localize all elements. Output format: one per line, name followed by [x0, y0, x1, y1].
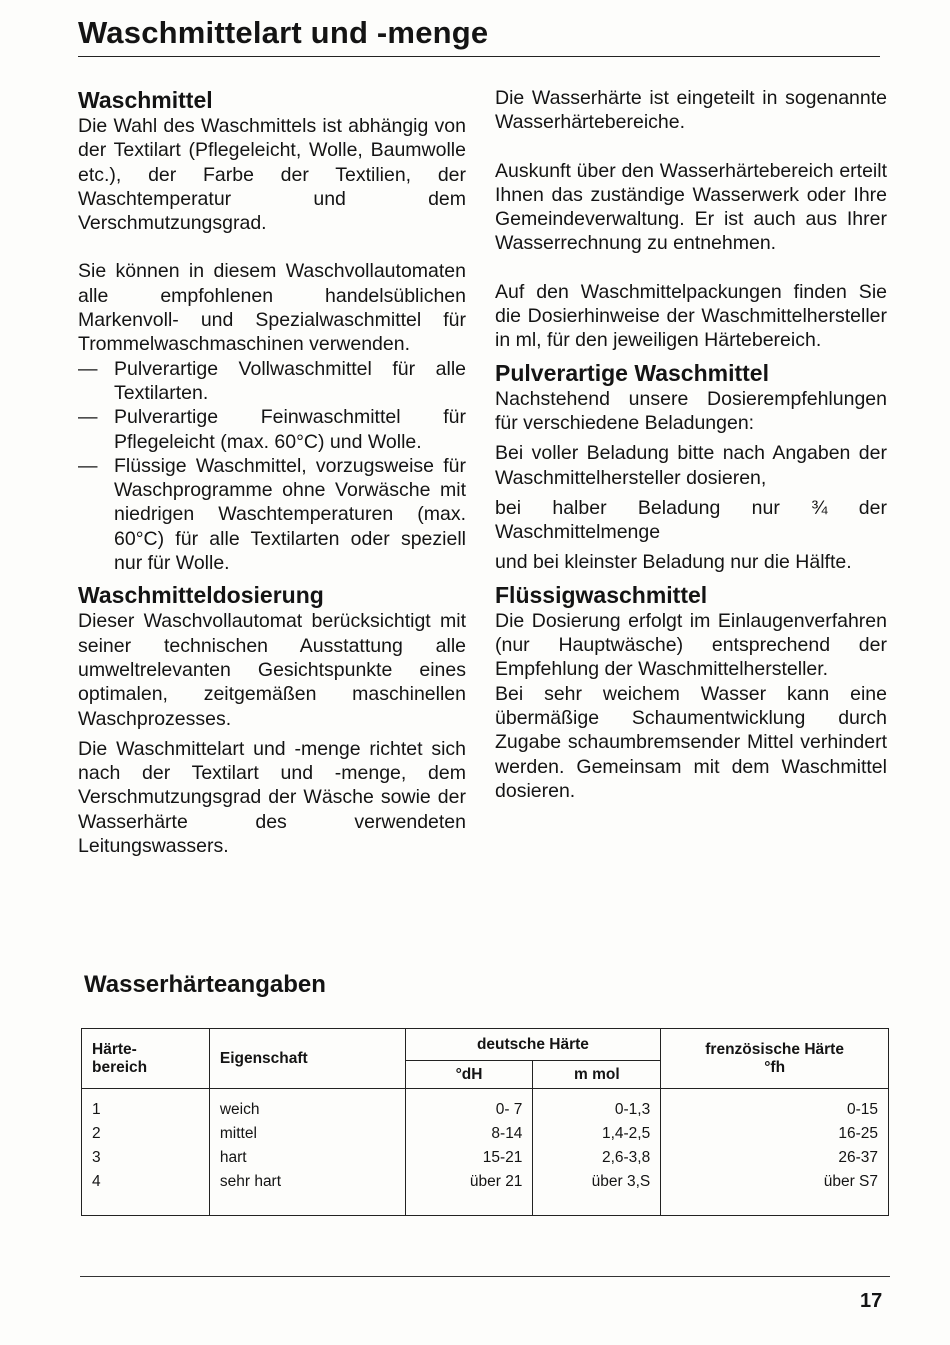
heading-pulverartige-waschmittel: Pulverartige Waschmittel: [495, 359, 769, 386]
cell-fh: über S7: [661, 1172, 889, 1216]
cell-dh: über 21: [405, 1172, 533, 1216]
cell-mmol: 0-1,3: [533, 1089, 661, 1125]
cell-property: mittel: [209, 1124, 405, 1148]
cell-fh: 26-37: [661, 1148, 889, 1172]
paragraph-umweltrelevant: Dieser Waschvollautomat berücksichtigt mit seiner technischen Ausstattung alle umweltrelevanten Gesichtspunkte eines optimalen, zeitgemäßen maschinellen Waschprozesses.: [78, 610, 466, 730]
table-row: [82, 1172, 889, 1216]
list-dash: —: [78, 454, 98, 477]
list-item-text: Pulverartige Feinwaschmittel für Pflegeleicht (max. 60°C) und Wolle.: [114, 406, 466, 453]
table-heading: Wasserhärteangaben: [84, 971, 326, 998]
right-column: [495, 86, 887, 803]
header-mmol-unit: m mol: [533, 1061, 661, 1089]
heading-waschmittel: Waschmittel: [78, 87, 213, 113]
cell-range: 1: [82, 1089, 210, 1125]
header-haertebereich-line1: Härte-: [92, 1040, 137, 1058]
table-row: [82, 1148, 889, 1172]
cell-range: 2: [82, 1124, 210, 1148]
header-deutsche-haerte: deutsche Härte: [405, 1029, 661, 1061]
header-eigenschaft: Eigenschaft: [209, 1029, 405, 1089]
paragraph-einlaugenverfahren: Die Dosierung erfolgt im Einlaugenverfahren (nur Hauptwäsche) entsprechend der Empfehlung der Waschmittelhersteller.: [495, 609, 887, 681]
cell-property: weich: [209, 1089, 405, 1125]
cell-property: sehr hart: [209, 1172, 405, 1216]
header-franzoesische-haerte-label: frenzösische Härte: [705, 1040, 844, 1058]
paragraph-auskunft: Auskunft über den Wasserhärtebereich erteilt Ihnen das zuständige Wasserwerk oder Ihre Gemeindeverwaltung. Er ist auch aus Ihrer Wasserrechnung zu entnehmen.: [495, 159, 887, 255]
header-dh-unit: °dH: [405, 1061, 533, 1089]
list-dash: —: [78, 406, 98, 429]
cell-fh: 0-15: [661, 1089, 889, 1125]
cell-fh: 16-25: [661, 1124, 889, 1148]
footer-divider: [80, 1276, 890, 1277]
list-item-text: Flüssige Waschmittel, vorzugsweise für Waschprogramme ohne Vorwäsche mit niedrigen Waschtemperaturen (max. 60°C) für alle Textilarten oder speziell nur für Wolle.: [114, 454, 466, 575]
cell-dh: 0- 7: [405, 1089, 533, 1125]
paragraph-dosierempfehlungen: Nachstehend unsere Dosierempfehlungen für verschiedene Beladungen:: [495, 387, 887, 434]
heading-waschmitteldosierung: Waschmitteldosierung: [78, 582, 324, 609]
list-item: [78, 405, 466, 454]
paragraph-volle-beladung: Bei voller Beladung bitte nach Angaben der Waschmittelhersteller dosieren,: [495, 442, 887, 489]
detergent-list: [78, 357, 466, 576]
header-haertebereich: [82, 1029, 210, 1089]
paragraph-empfohlene-waschmittel: Sie können in diesem Waschvollautomaten alle empfohlenen handelsüblichen Markenvoll- und Spezialwaschmittel für Trommelwaschmaschinen verwenden.: [78, 260, 466, 356]
header-franzoesische-haerte: [661, 1029, 889, 1089]
table-row: [82, 1124, 889, 1148]
heading-fluessigwaschmittel: Flüssigwaschmittel: [495, 581, 708, 608]
paragraph-waschmittelart: Die Waschmittelart und -menge richtet sich nach der Textilart und -menge, dem Verschmutzungsgrad der Wäsche sowie der Wasserhärte des verwendeten Leitungswassers.: [78, 737, 466, 858]
title-divider: [78, 56, 880, 57]
page-number: 17: [860, 1290, 883, 1312]
cell-dh: 8-14: [405, 1124, 533, 1148]
cell-range: 4: [82, 1172, 210, 1216]
paragraph-weiches-wasser: Bei sehr weichem Wasser kann eine übermäßige Schaumentwicklung durch Zugabe schaumbremsender Mittel verhindert werden. Gemeinsam mit dem Waschmittel dosieren.: [495, 682, 887, 802]
cell-mmol: 1,4-2,5: [533, 1124, 661, 1148]
page-title: Waschmittelart und -menge: [78, 15, 489, 50]
paragraph-dosierhinweise: Auf den Waschmittelpackungen finden Sie die Dosierhinweise der Waschmittelhersteller in ml, für den jeweiligen Härtebereich.: [495, 280, 887, 352]
paragraph-waschmittel-wahl: Die Wahl des Waschmittels ist abhängig von der Textilart (Pflegeleicht, Wolle, Baumwolle etc.), der Farbe der Textilien, der Waschtemperatur und dem Verschmutzungsgrad.: [78, 115, 466, 235]
paragraph-wasserhaerte: Die Wasserhärte ist eingeteilt in sogenannte Wasserhärtebereiche.: [495, 87, 887, 134]
water-hardness-table: [81, 1028, 889, 1216]
table-row: [82, 1089, 889, 1125]
paragraph-kleinste-beladung: und bei kleinster Beladung nur die Hälfte.: [495, 551, 852, 574]
left-column: [78, 86, 466, 858]
cell-dh: 15-21: [405, 1148, 533, 1172]
cell-mmol: 2,6-3,8: [533, 1148, 661, 1172]
header-fh-unit: °fh: [764, 1058, 786, 1076]
cell-mmol: über 3,S: [533, 1172, 661, 1216]
list-item: [78, 357, 466, 406]
cell-property: hart: [209, 1148, 405, 1172]
list-item: [78, 454, 466, 575]
header-haertebereich-line2: bereich: [92, 1058, 148, 1076]
list-dash: —: [78, 357, 98, 380]
paragraph-halbe-beladung: bei halber Beladung nur ¾ der Waschmittelmenge: [495, 496, 887, 544]
list-item-text: Pulverartige Vollwaschmittel für alle Textilarten.: [114, 357, 466, 404]
cell-range: 3: [82, 1148, 210, 1172]
